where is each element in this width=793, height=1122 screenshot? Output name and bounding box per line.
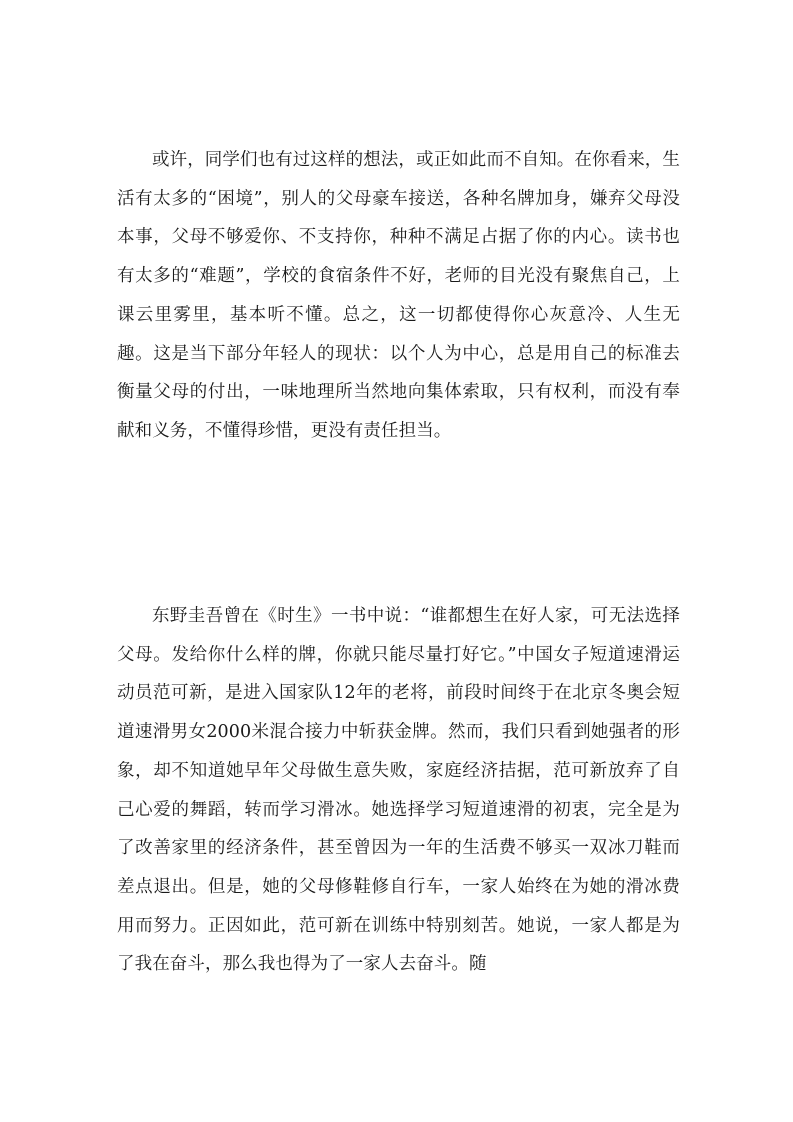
paragraph-predicament: 或许，同学们也有过这样的想法，或正如此而不自知。在你看来，生活有太多的“困境”，别人的父母豪车接送，各种名牌加身，嫌弃父母没本事，父母不够爱你、不支持你，种种不满足占据了你的内心。读书也有太多的“难题”，学校的食宿条件不好，老师的目光没有聚焦自己，上课云里雾里，基本听不懂。总之，这一切都使得你心灰意冷、人生无趣。这是当下部分年轻人的现状：以个人为中心，总是用自己的标准去衡量父母的付出，一味地理所当然地向集体索取，只有权利，而没有奉献和义务，不懂得珍惜，更没有责任担当。 [117, 150, 680, 441]
paragraph-fan-kexin: 东野圭吾曾在《时生》一书中说：“谁都想生在好人家，可无法选择父母。发给你什么样的牌，你就只能尽量打好它。”中国女子短道速滑运动员范可新，是进入国家队12年的老将，前段时间终于在北京冬奥会短道速滑男女2000米混合接力中斩获金牌。然而，我们只看到她强者的形象，却不知道她早年父母做生意失败，家庭经济拮据，范可新放弃了自己心爱的舞蹈，转而学习滑冰。她选择学习短道速滑的初衷，完全是为了改善家里的经济条件，甚至曾因为一年的生活费不够买一双冰刀鞋而差点退出。但是，她的父母修鞋修自行车，一家人始终在为她的滑冰费用而努力。正因如此，范可新在训练中特别刻苦。她说，一家人都是为了我在奋斗，那么我也得为了一家人去奋斗。随 [117, 606, 680, 975]
